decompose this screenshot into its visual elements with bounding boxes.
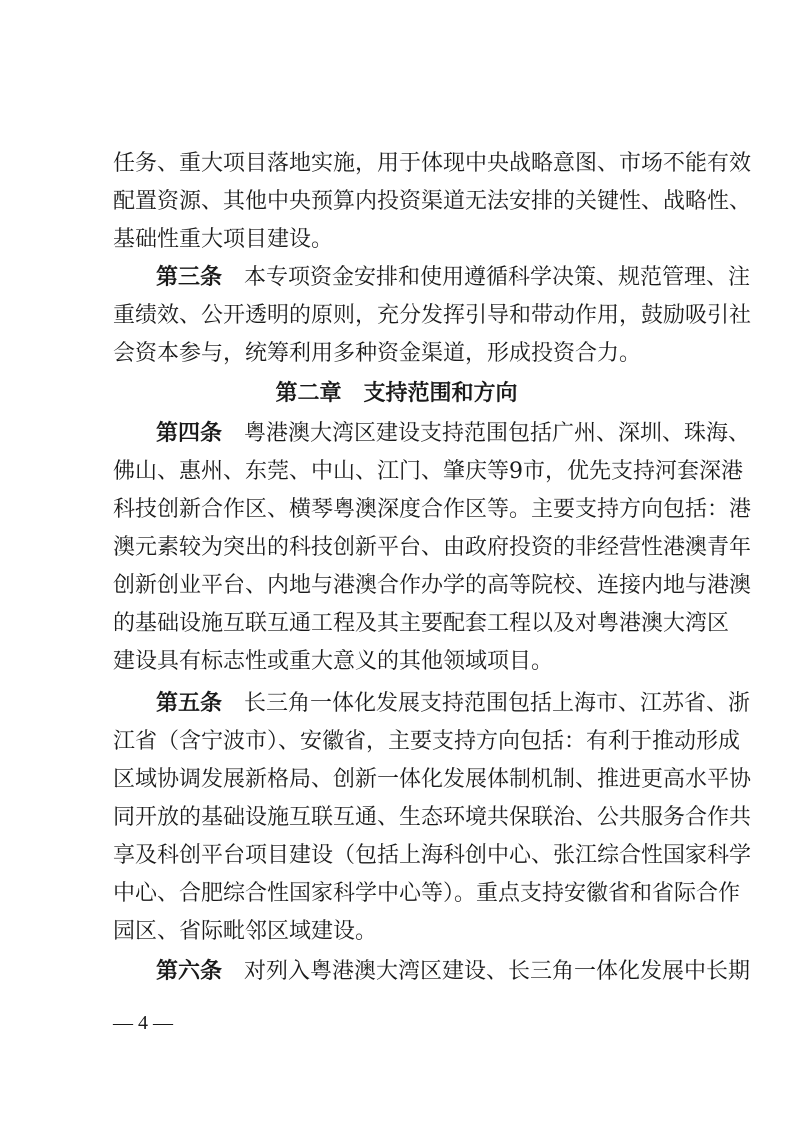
text-line: 基础性重大项目建设。 [113,227,334,252]
text-line: 同开放的基础设施互联互通、生态环境共保联治、公共服务合作共 [113,805,752,830]
page-number: — 4 — [113,1012,173,1034]
text-line: 重绩效、公开透明的原则，充分发挥引导和带动作用，鼓励吸引社 [113,303,752,328]
article-4-label: 第四条 [156,421,223,446]
text-line: 的基础设施互联互通工程及其主要配套工程以及对粤港澳大湾区 [113,611,730,636]
chapter-heading: 第二章 支持范围和方向 [275,381,518,406]
text-line: 本专项资金安排和使用遵循科学决策、规范管理、注 [244,265,751,290]
text-line: 佛山、惠州、东莞、中山、江门、肇庆等9市，优先支持河套深港 [113,459,743,484]
text-line: 对列入粤港澳大湾区建设、长三角一体化发展中长期 [244,959,751,984]
text-line: 创新创业平台、内地与港澳合作办学的高等院校、连接内地与港澳 [113,573,752,598]
text-line: 建设具有标志性或重大意义的其他领域项目。 [113,649,554,674]
text-line: 长三角一体化发展支持范围包括上海市、江苏省、浙 [244,691,751,716]
article-5-paragraph-start [156,690,751,718]
text-line: 粤港澳大湾区建设支持范围包括广州、深圳、珠海、 [244,421,751,446]
text-line: 江省（含宁波市）、安徽省，主要支持方向包括：有利于推动形成 [113,729,741,754]
text-line: 会资本参与，统筹利用多种资金渠道，形成投资合力。 [113,341,642,366]
text-line: 区域协调发展新格局、创新一体化发展体制机制、推进更高水平协 [113,767,752,792]
text-line: 园区、省际毗邻区域建设。 [113,919,378,944]
article-3-paragraph-start [156,264,751,292]
article-4-paragraph-start [156,420,751,448]
article-6-paragraph-start [156,958,751,986]
text-line: 中心、合肥综合性国家科学中心等）。重点支持安徽省和省际合作 [113,881,741,906]
text-line: 澳元素较为突出的科技创新平台、由政府投资的非经营性港澳青年 [113,535,752,560]
article-6-label: 第六条 [156,959,223,984]
text-line: 享及科创平台项目建设（包括上海科创中心、张江综合性国家科学 [113,843,752,868]
article-3-label: 第三条 [156,265,223,290]
text-line: 配置资源、其他中央预算内投资渠道无法安排的关键性、战略性、 [113,189,752,214]
article-5-label: 第五条 [156,691,223,716]
text-line: 科技创新合作区、横琴粤澳深度合作区等。主要支持方向包括：港 [113,497,752,522]
text-line: 任务、重大项目落地实施，用于体现中央战略意图、市场不能有效 [113,151,752,176]
